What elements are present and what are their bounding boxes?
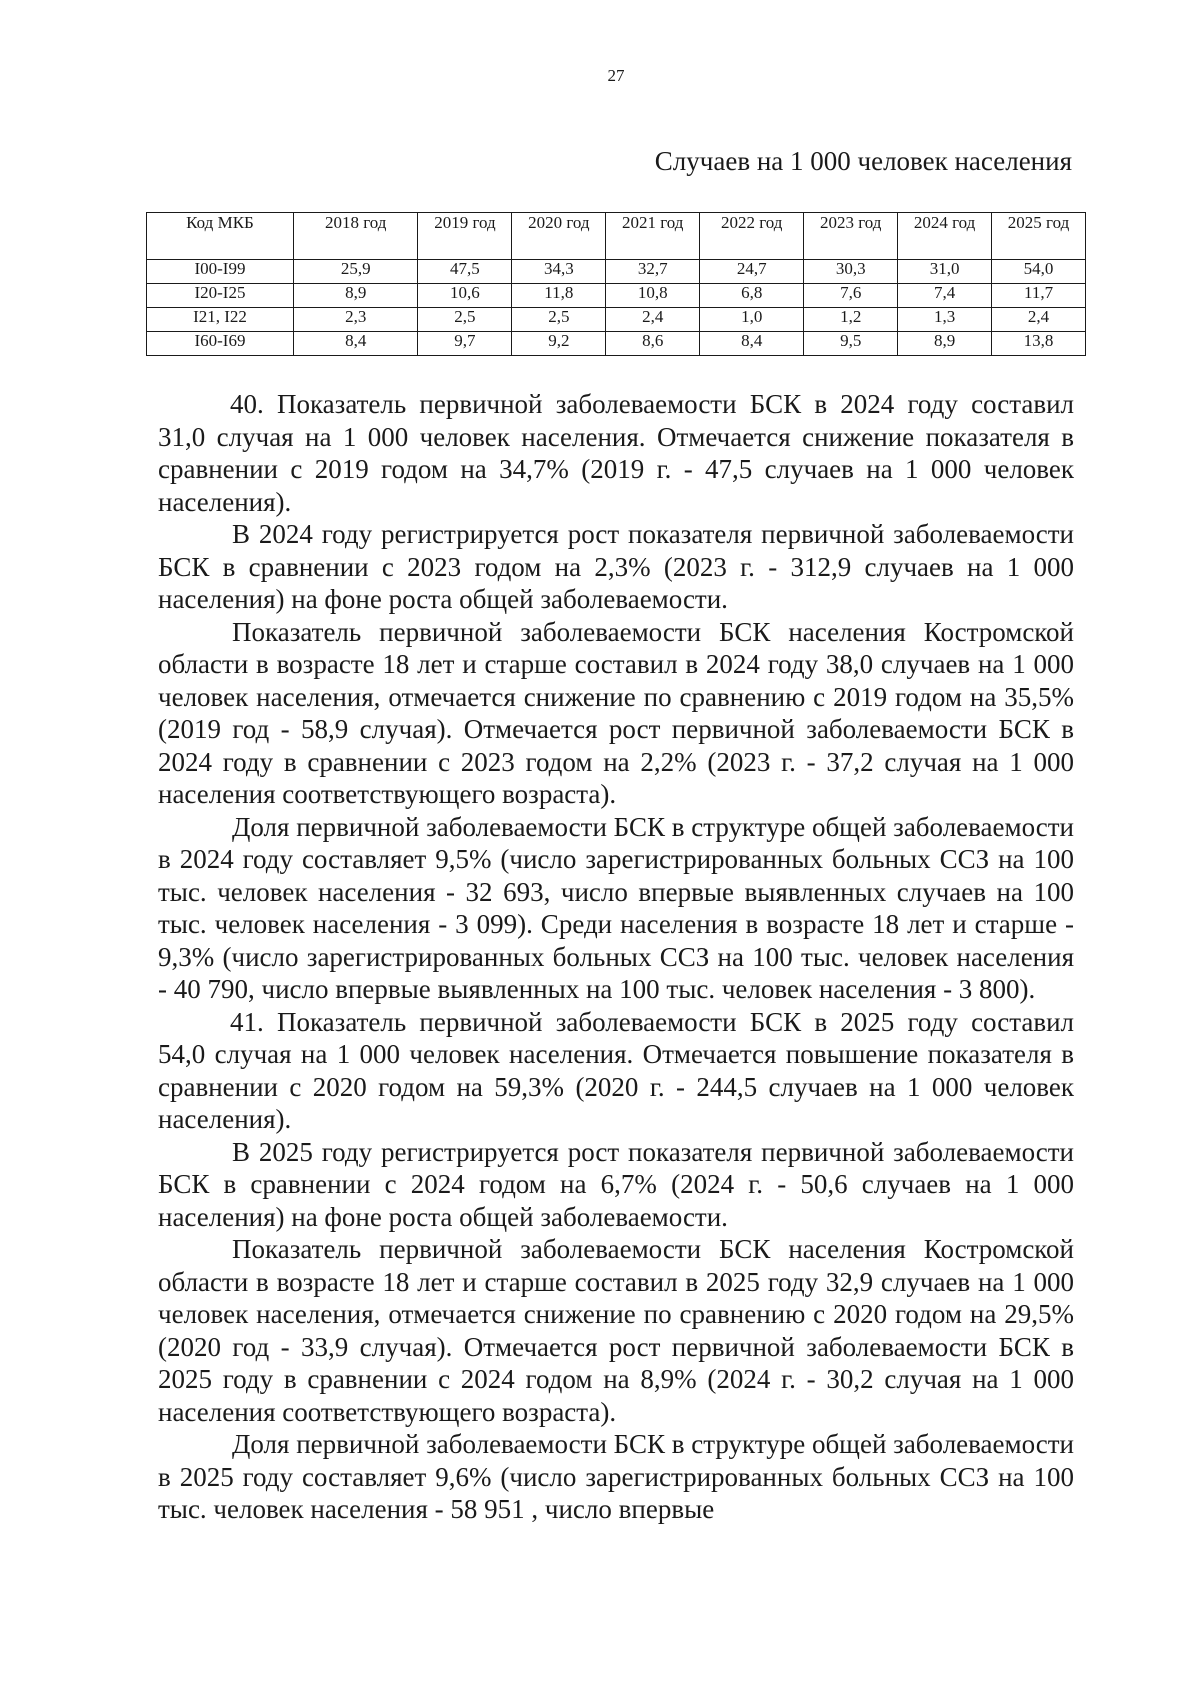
table-cell: 32,7 — [606, 260, 700, 284]
paragraph: Показатель первичной заболеваемости БСК населения Костромской области в возрасте 18 лет и старше составил в 2025 году 32,9 случаев на 1 000 человек населения, отмечается снижение по сравнению с 2020 годом на 29,5% (2020 год - 33,9 случая). Отмечается рост первичной заболеваемости БСК в 2025 году в сравнении с 2024 годом на 8,9% (2024 г. - 30,2 случая на 1 000 населения соответствующего возраста). — [158, 1234, 1074, 1427]
table-header-cell: Код МКБ — [147, 213, 294, 260]
table-cell: 8,4 — [700, 332, 804, 356]
paragraph: 40. Показатель первичной заболеваемости БСК в 2024 году составил 31,0 случая на 1 000 человек населения. Отмечается снижение показателя в сравнении с 2019 годом на 34,7% (2019 г. - 47,5 случаев на 1 000 человек населения). — [158, 389, 1074, 517]
table-cell: 8,9 — [898, 332, 992, 356]
table-cell: 10,6 — [418, 284, 512, 308]
table-row — [147, 284, 1086, 308]
morbidity-table — [146, 212, 1086, 356]
table-cell: 8,9 — [293, 284, 418, 308]
table-cell: 31,0 — [898, 260, 992, 284]
table-cell: 1,0 — [700, 308, 804, 332]
table-header-cell: 2024 год — [898, 213, 992, 260]
table-cell: 25,9 — [293, 260, 418, 284]
page-number: 27 — [607, 66, 625, 85]
table-cell: 8,4 — [293, 332, 418, 356]
table-cell: 7,6 — [804, 284, 898, 308]
table-cell: 2,3 — [293, 308, 418, 332]
table-cell: 10,8 — [606, 284, 700, 308]
paragraph: В 2024 году регистрируется рост показателя первичной заболеваемости БСК в сравнении с 2023 годом на 2,3% (2023 г. - 312,9 случаев на 1 000 населения) на фоне роста общей заболеваемости. — [158, 519, 1074, 614]
table-cell: 13,8 — [992, 332, 1086, 356]
table-units-caption: Случаев на 1 000 человек населения — [654, 146, 1072, 176]
table-header-cell: 2023 год — [804, 213, 898, 260]
table-cell: 9,5 — [804, 332, 898, 356]
table-header-cell: 2021 год — [606, 213, 700, 260]
paragraph: 41. Показатель первичной заболеваемости БСК в 2025 году составил 54,0 случая на 1 000 человек населения. Отмечается повышение показателя в сравнении с 2020 годом на 59,3% (2020 г. - 244,5 случаев на 1 000 человек населения). — [158, 1006, 1074, 1134]
table-cell: I60-I69 — [147, 332, 294, 356]
table-cell: 9,7 — [418, 332, 512, 356]
table-cell: 9,2 — [512, 332, 606, 356]
table-cell: I21, I22 — [147, 308, 294, 332]
table-cell: 2,4 — [606, 308, 700, 332]
table-header-cell: 2022 год — [700, 213, 804, 260]
paragraph: В 2025 году регистрируется рост показателя первичной заболеваемости БСК в сравнении с 2024 годом на 6,7% (2024 г. - 50,6 случаев на 1 000 населения) на фоне роста общей заболеваемости. — [158, 1136, 1074, 1232]
paragraph: Доля первичной заболеваемости БСК в структуре общей заболеваемости в 2024 году составляет 9,5% (число зарегистрированных больных ССЗ на 100 тыс. человек населения - 32 693, число впервые выявленных случаев на 100 тыс. человек населения - 3 099). Среди населения в возрасте 18 лет и старше - 9,3% (число зарегистрированных больных ССЗ на 100 тыс. человек населения - 40 790, число впервые выявленных на 100 тыс. человек населения - 3 800). — [158, 811, 1074, 1004]
table-header-cell: 2019 год — [418, 213, 512, 260]
table-header-cell: 2018 год — [293, 213, 418, 260]
document-body — [158, 388, 1074, 1526]
table-cell: 11,8 — [512, 284, 606, 308]
table-row — [147, 308, 1086, 332]
table-cell: 8,6 — [606, 332, 700, 356]
table-cell: 2,5 — [418, 308, 512, 332]
table-cell: I20-I25 — [147, 284, 294, 308]
table-cell: 2,4 — [992, 308, 1086, 332]
table-cell: 1,2 — [804, 308, 898, 332]
table-header-cell: 2025 год — [992, 213, 1086, 260]
table-cell: I00-I99 — [147, 260, 294, 284]
table-cell: 11,7 — [992, 284, 1086, 308]
table-cell: 24,7 — [700, 260, 804, 284]
table-row — [147, 332, 1086, 356]
table-cell: 30,3 — [804, 260, 898, 284]
table-cell: 2,5 — [512, 308, 606, 332]
paragraph: Доля первичной заболеваемости БСК в структуре общей заболеваемости в 2025 году составляет 9,6% (число зарегистрированных больных ССЗ на 100 тыс. человек населения - 58 951 , число впервые — [158, 1429, 1074, 1524]
table-row — [147, 260, 1086, 284]
table-header-row — [147, 213, 1086, 260]
table-cell: 1,3 — [898, 308, 992, 332]
table-cell: 54,0 — [992, 260, 1086, 284]
paragraph: Показатель первичной заболеваемости БСК населения Костромской области в возрасте 18 лет и старше составил в 2024 году 38,0 случаев на 1 000 человек населения, отмечается снижение по сравнению с 2019 годом на 35,5% (2019 год - 58,9 случая). Отмечается рост первичной заболеваемости БСК в 2024 году в сравнении с 2023 годом на 2,2% (2023 г. - 37,2 случая на 1 000 населения соответствующего возраста). — [158, 616, 1074, 809]
table-header-cell: 2020 год — [512, 213, 606, 260]
table-cell: 6,8 — [700, 284, 804, 308]
table-cell: 47,5 — [418, 260, 512, 284]
table-cell: 34,3 — [512, 260, 606, 284]
table-cell: 7,4 — [898, 284, 992, 308]
